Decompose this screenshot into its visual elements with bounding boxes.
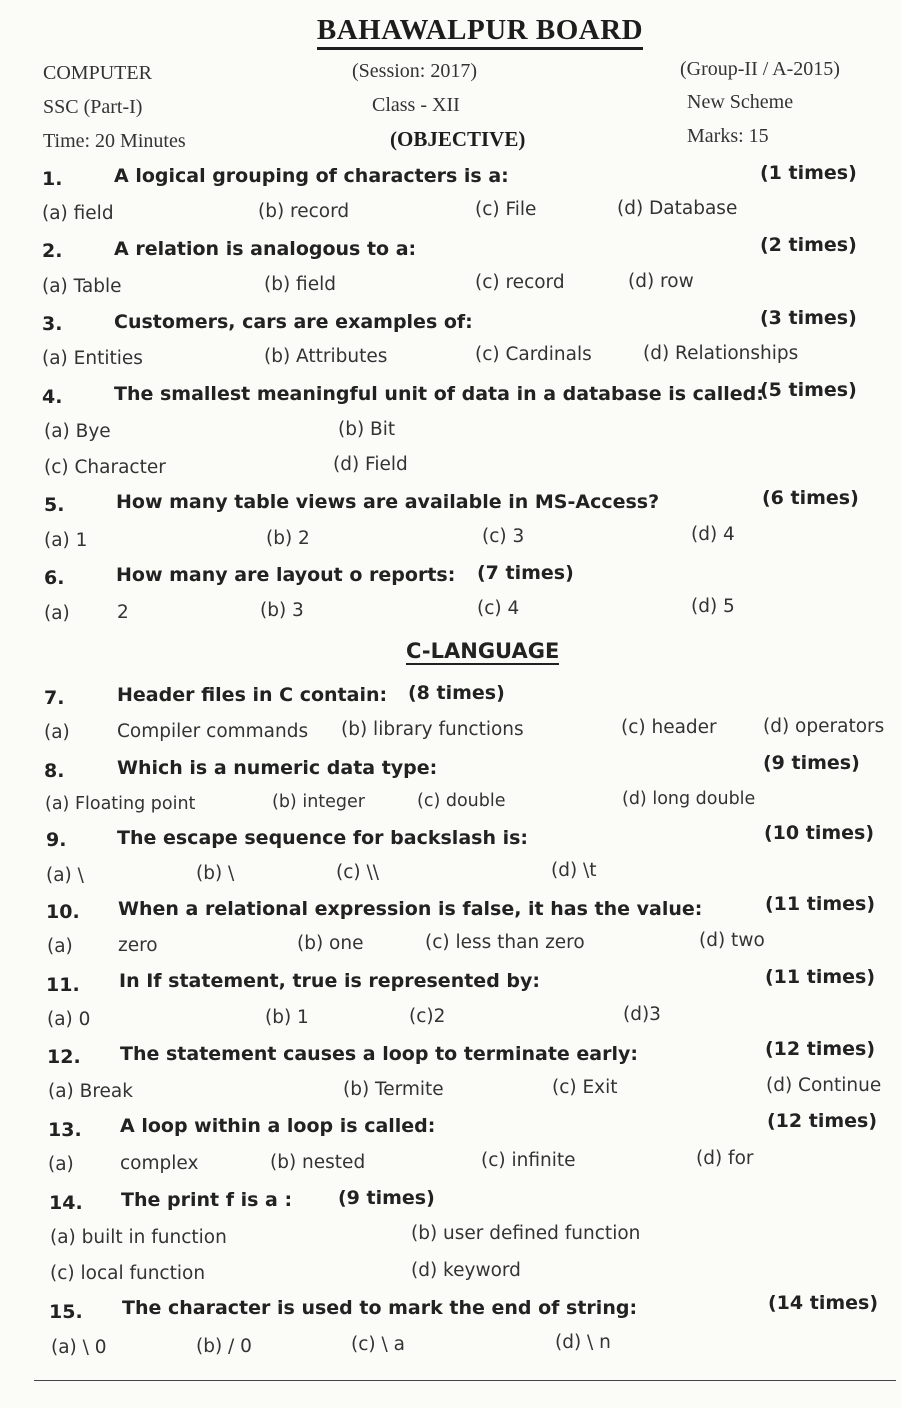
question-number: 7. [44, 687, 65, 709]
option: (c) header [621, 717, 717, 738]
option: (c) Exit [552, 1077, 618, 1098]
question-text: When a relational expression is false, it has the value: [118, 898, 703, 920]
option: (c) less than zero [425, 932, 585, 953]
times-asked: (12 times) [767, 1110, 878, 1132]
option: (a) \ 0 [51, 1337, 107, 1358]
question-text: In If statement, true is represented by: [119, 970, 540, 992]
option: (a) [48, 1154, 74, 1175]
question-number: 6. [44, 567, 65, 589]
option: (b) 3 [260, 600, 304, 621]
times-asked: (5 times) [760, 379, 857, 401]
board-title: BAHAWALPUR BOARD [0, 14, 901, 47]
option: Compiler commands [117, 721, 309, 742]
option: (d) keyword [411, 1260, 521, 1281]
times-asked: (11 times) [765, 966, 876, 988]
option: (b) record [258, 201, 350, 222]
option: (b) library functions [341, 719, 524, 740]
option: (d) long double [622, 789, 756, 809]
option: (c) 3 [482, 526, 525, 547]
question-number: 15. [49, 1301, 83, 1323]
option: (d) Database [617, 198, 738, 219]
question-text: The print f is a : [121, 1189, 293, 1211]
times-asked: (1 times) [760, 162, 857, 184]
option: (b) Attributes [264, 346, 388, 367]
option: 2 [117, 602, 129, 623]
option: (b) \ [196, 863, 235, 884]
option: (a) \ [46, 865, 84, 886]
question-text: The statement causes a loop to terminate early: [120, 1043, 638, 1065]
part: SSC (Part-I) [43, 96, 143, 118]
question-text: How many are layout o reports: [116, 564, 456, 586]
times-asked: (9 times) [763, 752, 860, 774]
option: (d)3 [623, 1004, 661, 1025]
option: (a) field [42, 203, 114, 224]
question-text: Which is a numeric data type: [117, 757, 438, 779]
option: (c) File [475, 199, 537, 220]
times-asked: (10 times) [764, 822, 875, 844]
question-number: 3. [42, 313, 63, 335]
option: complex [120, 1153, 199, 1174]
option: (a) Floating point [45, 794, 196, 814]
times-asked: (2 times) [760, 234, 857, 256]
option: zero [118, 935, 158, 956]
option: (d) for [696, 1148, 754, 1169]
marks: Marks: 15 [687, 125, 769, 147]
section-heading: C-LANGUAGE [406, 639, 560, 663]
question-text: Header files in C contain: [117, 684, 388, 706]
question-number: 5. [44, 494, 65, 516]
option: (b) nested [270, 1152, 366, 1173]
option: (b) Termite [343, 1079, 444, 1100]
time-allowed: Time: 20 Minutes [43, 130, 186, 152]
option: (c) \\ [336, 862, 379, 883]
option: (d) Relationships [643, 343, 799, 364]
option: (a) Bye [44, 421, 111, 442]
option: (a) Break [48, 1081, 133, 1102]
option: (d) \t [551, 860, 597, 881]
question-text: A logical grouping of characters is a: [114, 165, 509, 187]
question-number: 11. [46, 974, 80, 996]
option: (a) Table [42, 276, 122, 297]
question-number: 14. [49, 1192, 83, 1214]
question-text: The smallest meaningful unit of data in a database is called: [114, 383, 764, 405]
option: (c) Cardinals [475, 344, 592, 365]
session: (Session: 2017) [352, 60, 477, 82]
option: (b) field [264, 274, 336, 295]
question-number: 9. [46, 829, 67, 851]
option: (b) / 0 [196, 1336, 252, 1357]
question-number: 2. [42, 240, 63, 262]
option: (c) Character [44, 457, 166, 478]
question-text: How many table views are available in MS-Access? [116, 491, 660, 513]
option: (b) Bit [338, 419, 396, 440]
class: Class - XII [372, 94, 460, 116]
times-asked: (8 times) [408, 682, 505, 704]
option: (c) record [475, 272, 565, 293]
question-number: 4. [42, 386, 63, 408]
option: (d) operators [763, 716, 885, 737]
option: (d) 5 [691, 596, 735, 617]
option: (d) row [628, 271, 694, 292]
times-asked: (14 times) [768, 1292, 879, 1314]
option: (a) Entities [42, 348, 143, 369]
option: (b) 2 [266, 528, 310, 549]
question-number: 13. [48, 1119, 82, 1141]
question-number: 10. [46, 901, 80, 923]
option: (b) integer [272, 792, 365, 812]
option: (b) 1 [265, 1007, 309, 1028]
option: (d) two [699, 930, 765, 951]
times-asked: (12 times) [765, 1038, 876, 1060]
option: (a) 0 [47, 1009, 91, 1030]
question-text: A loop within a loop is called: [120, 1115, 436, 1137]
question-text: A relation is analogous to a: [114, 238, 417, 260]
option: (c)2 [409, 1006, 446, 1027]
question-number: 8. [44, 760, 65, 782]
option: (c) 4 [477, 598, 520, 619]
group: (Group-II / A-2015) [680, 58, 840, 80]
question-text: The character is used to mark the end of string: [122, 1297, 638, 1319]
option: (d) 4 [691, 524, 735, 545]
times-asked: (3 times) [760, 307, 857, 329]
option: (d) \ n [555, 1332, 611, 1353]
option: (b) one [297, 933, 364, 954]
times-asked: (9 times) [338, 1187, 435, 1209]
option: (d) Continue [766, 1075, 882, 1096]
question-text: The escape sequence for backslash is: [117, 827, 529, 849]
question-number: 1. [42, 168, 63, 190]
option: (a) [47, 936, 73, 957]
paper-type: (OBJECTIVE) [390, 127, 526, 151]
scheme: New Scheme [687, 91, 794, 113]
option: (c) \ a [351, 1334, 405, 1355]
option: (a) built in function [50, 1227, 227, 1248]
times-asked: (11 times) [765, 893, 876, 915]
question-text: Customers, cars are examples of: [114, 311, 473, 333]
times-asked: (6 times) [762, 487, 859, 509]
subject: COMPUTER [43, 62, 152, 84]
option: (c) local function [50, 1263, 206, 1284]
option: (c) infinite [481, 1150, 576, 1171]
option: (b) user defined function [411, 1223, 641, 1244]
option: (a) [44, 722, 70, 743]
question-number: 12. [47, 1046, 81, 1068]
option: (a) 1 [44, 530, 88, 551]
times-asked: (7 times) [477, 562, 574, 584]
option: (a) [44, 603, 70, 624]
option: (d) Field [333, 454, 408, 475]
bottom-rule [34, 1380, 896, 1381]
option: (c) double [417, 791, 506, 811]
